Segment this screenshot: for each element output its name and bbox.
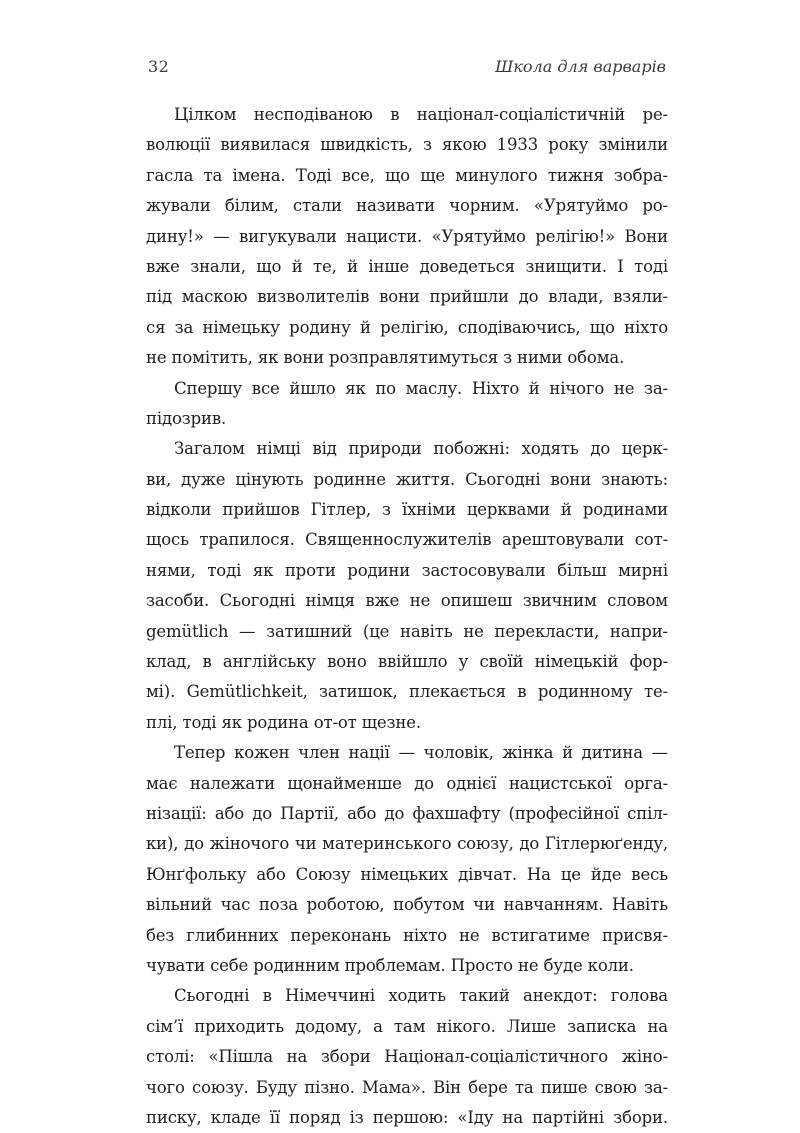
text-line: вільний час поза роботою, побутом чи навчанням. Навіть — [146, 895, 668, 915]
text-line: клад, в англійську воно ввійшло у своїй німецькій фор- — [146, 652, 668, 672]
text-line: під маскою визволителів вони прийшли до влади, взяли- — [146, 287, 668, 307]
text-line: Загалом німці від природи побожні: ходять до церк- — [174, 439, 668, 459]
text-line: плі, тоді як родина от-от щезне. — [146, 712, 421, 732]
paragraph — [146, 374, 668, 435]
paragraph — [146, 434, 668, 738]
text-line: нізації: або до Партії, або до фахшафту (професійної спіл- — [146, 803, 668, 823]
text-line: щось трапилося. Священнослужителів арештовували сот- — [146, 530, 668, 550]
text-line: Цілком несподіваною в націонал-соціалістичній ре- — [174, 105, 668, 124]
paragraph — [146, 981, 668, 1133]
text-line: Спершу все йшло як по маслу. Ніхто й нічого не за- — [174, 378, 668, 398]
book-title: Школа для варварів — [495, 57, 666, 76]
paragraph — [146, 738, 668, 981]
text-line: ви, дуже цінують родинне життя. Сьогодні вони знають: — [146, 469, 668, 489]
text-line: підозрив. — [146, 408, 227, 428]
text-line: без глибинних переконань ніхто не встигатиме присвя- — [146, 925, 668, 945]
text-line: чого союзу. Буду пізно. Мама». Він бере та пише свою за- — [146, 1077, 668, 1097]
text-line: ся за німецьку родину й релігію, сподіваючись, що ніхто — [146, 317, 668, 337]
text-line: волюції виявилася швидкість, з якою 1933 року змінили — [146, 135, 668, 155]
text-line: дину!» — вигукували нацисти. «Урятуймо релігію!» Вони — [146, 226, 668, 246]
text-line: Тепер кожен член нації — чоловік, жінка й дитина — — [174, 743, 668, 763]
text-line: має належати щонайменше до однієї нацистської орга- — [146, 773, 668, 793]
text-line: писку, кладе її поряд із першою: «Іду на партійні збори. — [146, 1107, 668, 1127]
text-line: засоби. Сьогодні німця вже не опишеш звичним словом — [146, 591, 668, 611]
paragraph — [146, 100, 668, 374]
text-line: ки), до жіночого чи материнського союзу, до Гітлерюґенду, — [146, 834, 668, 854]
running-head — [148, 57, 666, 81]
text-line: Юнґфольку або Союзу німецьких дівчат. На це йде весь — [146, 864, 668, 884]
text-line: сім’ї приходить додому, а там нікого. Лише записка на — [146, 1016, 668, 1036]
text-line: gemütlich — затишний (це навіть не перекласти, напри- — [146, 621, 668, 641]
text-line: жували білим, стали називати чорним. «Урятуймо ро- — [146, 196, 668, 216]
text-line: мі). Gemütlichkeit, затишок, плекається в родинному те- — [146, 682, 668, 702]
text-line: чувати себе родинним проблемам. Просто не буде коли. — [146, 955, 634, 975]
text-line: відколи прийшов Гітлер, з їхніми церквами й родинами — [146, 500, 668, 520]
text-line: Сьогодні в Німеччині ходить такий анекдот: голова — [174, 986, 668, 1006]
page-number: 32 — [148, 57, 170, 76]
text-line: гасла та імена. Тоді все, що ще минулого тижня зобра- — [146, 165, 668, 185]
text-line: столі: «Пішла на збори Націонал-соціалістичного жіно- — [146, 1047, 668, 1067]
text-line: не помітить, як вони розправлятимуться з ними обома. — [146, 348, 625, 368]
body-text — [146, 100, 668, 1133]
text-line: вже знали, що й те, й інше доведеться знищити. І тоді — [146, 256, 668, 276]
text-line: нями, тоді як проти родини застосовували більш мирні — [146, 560, 668, 580]
